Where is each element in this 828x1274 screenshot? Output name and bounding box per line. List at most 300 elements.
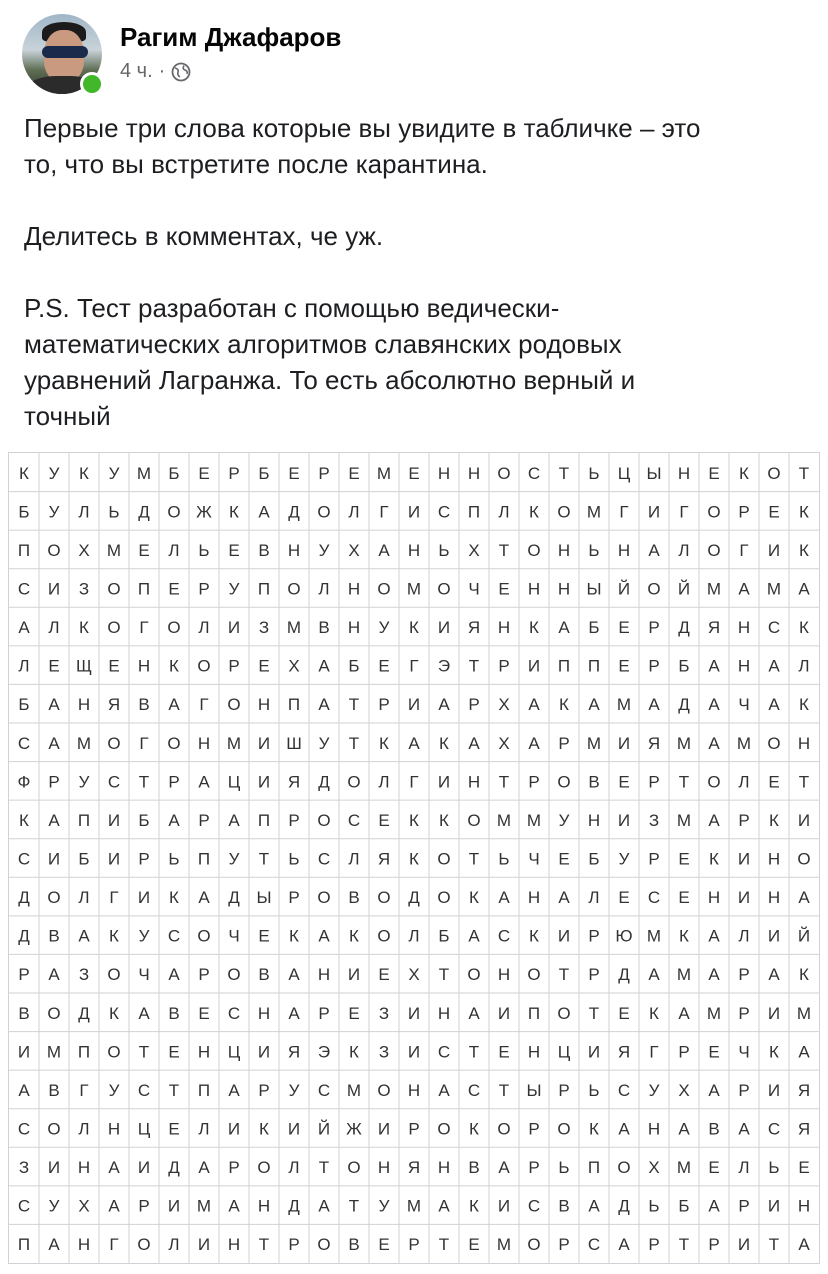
meta-separator: · — [158, 60, 166, 82]
grid-cell-letter: И — [227, 1119, 241, 1139]
grid-cell-letter: Ы — [256, 888, 272, 908]
grid-cell-letter: О — [137, 1235, 151, 1255]
grid-cell-letter: Т — [768, 1235, 780, 1255]
grid-cell-letter: А — [468, 733, 480, 753]
grid-cell-letter: З — [18, 1158, 30, 1178]
grid-cell-letter: Л — [348, 502, 360, 522]
grid-cell-letter: Б — [138, 810, 150, 830]
grid-cell-letter: Д — [78, 1003, 90, 1023]
grid-cell-letter: О — [47, 1119, 61, 1139]
grid-cell-letter: С — [227, 1003, 241, 1023]
grid-cell-letter: А — [678, 1003, 690, 1023]
grid-cell-letter: Т — [168, 1080, 180, 1100]
grid-cell-letter: И — [647, 502, 661, 522]
grid-cell-letter: Х — [498, 695, 510, 715]
grid-cell-letter: У — [108, 1080, 120, 1100]
grid-cell-letter: М — [796, 1003, 812, 1023]
grid-cell-letter: Р — [648, 849, 660, 869]
grid-cell-letter: К — [469, 888, 479, 908]
grid-cell-letter: Т — [438, 1235, 450, 1255]
grid-cell-letter: О — [107, 618, 121, 638]
grid-cell-letter: К — [349, 926, 359, 946]
grid-cell-letter: Г — [79, 1080, 89, 1100]
grid-cell-letter: А — [708, 695, 720, 715]
grid-cell-letter: И — [737, 888, 751, 908]
grid-cell-letter: О — [557, 1003, 571, 1023]
grid-cell-letter: Т — [498, 772, 510, 792]
grid-cell-letter: Т — [468, 1042, 480, 1062]
grid-cell-letter: Н — [407, 540, 421, 560]
grid-cell-letter: Ф — [17, 772, 31, 792]
grid-cell-letter: О — [707, 540, 721, 560]
grid-cell-letter: Л — [168, 540, 180, 560]
grid-cell-letter: И — [47, 1158, 61, 1178]
grid-cell-letter: Л — [78, 502, 90, 522]
grid-cell-letter: Р — [528, 772, 540, 792]
grid-cell-letter: Л — [198, 618, 210, 638]
grid-cell-letter: А — [168, 695, 180, 715]
grid-cell-letter: И — [407, 695, 421, 715]
grid-cell-letter: И — [617, 733, 631, 753]
grid-cell-letter: К — [109, 926, 119, 946]
grid-cell-letter: Р — [228, 463, 240, 483]
grid-cell-letter: Н — [467, 463, 481, 483]
grid-cell-letter: И — [527, 656, 541, 676]
grid-cell-letter: Р — [558, 1080, 570, 1100]
grid-cell-letter: Н — [677, 463, 691, 483]
grid-cell-letter: Р — [408, 1119, 420, 1139]
grid-cell-letter: Я — [797, 1119, 811, 1139]
grid-row — [19, 1158, 810, 1177]
grid-cell-letter: О — [257, 1158, 271, 1178]
grid-cell-letter: Р — [288, 810, 300, 830]
grid-row — [19, 464, 809, 483]
grid-cell-letter: С — [17, 849, 31, 869]
grid-row — [18, 1081, 810, 1100]
grid-cell-letter: Б — [348, 656, 360, 676]
grid-cell-letter: А — [168, 965, 180, 985]
grid-cell-letter: О — [527, 540, 541, 560]
grid-cell-letter: Й — [317, 1119, 331, 1139]
grid-cell-letter: И — [17, 1042, 31, 1062]
grid-cell-letter: П — [467, 502, 481, 522]
grid-cell-letter: П — [17, 540, 31, 560]
grid-row — [18, 850, 811, 869]
grid-cell-letter: О — [167, 733, 181, 753]
grid-cell-letter: Т — [468, 656, 480, 676]
grid-cell-letter: К — [799, 618, 809, 638]
grid-cell-letter: Б — [258, 463, 270, 483]
grid-cell-letter: В — [258, 540, 270, 560]
grid-cell-letter: Х — [648, 1158, 660, 1178]
grid-cell-letter: Б — [588, 849, 600, 869]
grid-cell-letter: Р — [198, 810, 210, 830]
grid-cell-letter: Е — [498, 579, 510, 599]
grid-cell-letter: Г — [139, 733, 149, 753]
grid-cell-letter: Т — [588, 1003, 600, 1023]
grid-cell-letter: Д — [138, 502, 150, 522]
grid-cell-letter: О — [377, 579, 391, 599]
grid-cell-letter: К — [469, 1119, 479, 1139]
grid-cell-letter: Б — [168, 463, 180, 483]
grid-cell-letter: А — [648, 965, 660, 985]
grid-cell-letter: Е — [168, 1119, 180, 1139]
grid-cell-letter: А — [798, 579, 810, 599]
grid-cell-letter: Ц — [557, 1042, 571, 1062]
grid-row — [19, 811, 810, 830]
grid-cell-letter: К — [769, 1042, 779, 1062]
grid-cell-letter: Н — [77, 1235, 91, 1255]
grid-cell-letter: А — [768, 656, 780, 676]
grid-cell-letter: И — [377, 1119, 391, 1139]
grid-cell-letter: Ю — [615, 926, 633, 946]
grid-cell-letter: Щ — [76, 656, 92, 676]
grid-cell-letter: О — [437, 1119, 451, 1139]
grid-cell-letter: Х — [408, 965, 420, 985]
grid-cell-letter: Р — [528, 1158, 540, 1178]
grid-cell-letter: О — [497, 463, 511, 483]
grid-cell-letter: Н — [287, 540, 301, 560]
grid-cell-letter: А — [708, 810, 720, 830]
grid-cell-letter: О — [107, 733, 121, 753]
grid-cell-letter: Р — [498, 656, 510, 676]
grid-cell-letter: К — [439, 810, 449, 830]
grid-cell-letter: А — [708, 926, 720, 946]
grid-cell-letter: Н — [647, 1119, 661, 1139]
grid-cell-letter: С — [467, 1080, 481, 1100]
grid-cell-letter: И — [227, 618, 241, 638]
grid-row — [18, 657, 809, 676]
grid-cell-letter: О — [557, 772, 571, 792]
grid-cell-letter: И — [257, 733, 271, 753]
grid-cell-letter: Н — [767, 888, 781, 908]
grid-cell-letter: Т — [258, 849, 270, 869]
grid-cell-letter: Ч — [738, 1042, 750, 1062]
grid-cell-letter: П — [77, 810, 91, 830]
grid-cell-letter: Я — [407, 1158, 421, 1178]
grid-cell-letter: Р — [558, 1235, 570, 1255]
grid-cell-letter: К — [289, 926, 299, 946]
grid-cell-letter: Т — [438, 965, 450, 985]
grid-cell-letter: Ы — [586, 579, 602, 599]
grid-cell-letter: И — [47, 849, 61, 869]
grid-cell-letter: А — [708, 656, 720, 676]
author-name[interactable]: Рагим Джафаров — [120, 22, 342, 52]
grid-cell-letter: Л — [48, 618, 60, 638]
grid-cell-letter: Ь — [648, 1196, 660, 1216]
grid-cell-letter: С — [527, 463, 541, 483]
grid-cell-letter: О — [527, 965, 541, 985]
post-text: Первые три слова которые вы увидите в табличке – это то, что вы встретите после карантина. Делитесь в комментах, че уж. P.S. Тест разработан с помощью ведически- математических алгоритмов славянских родовых уравнений Лагранжа. То есть абсолютно верный и точный — [24, 113, 701, 431]
grid-row — [18, 1042, 810, 1061]
grid-cell-letter: Д — [18, 888, 30, 908]
grid-cell-letter: К — [259, 1119, 269, 1139]
grid-row — [18, 618, 809, 637]
grid-cell-letter: А — [588, 695, 600, 715]
grid-cell-letter: Б — [678, 656, 690, 676]
grid-cell-letter: Л — [18, 656, 30, 676]
grid-cell-letter: М — [526, 810, 542, 830]
grid-cell-letter: Т — [798, 772, 810, 792]
grid-cell-letter: Р — [138, 849, 150, 869]
grid-cell-letter: К — [19, 463, 29, 483]
grid-cell-letter: А — [498, 1158, 510, 1178]
grid-cell-letter: С — [587, 1235, 601, 1255]
grid-cell-letter: Д — [408, 888, 420, 908]
grid-cell-letter: Н — [227, 1235, 241, 1255]
grid-cell-letter: М — [766, 579, 782, 599]
grid-cell-letter: П — [257, 579, 271, 599]
grid-cell-letter: М — [706, 1003, 722, 1023]
grid-cell-letter: У — [48, 502, 60, 522]
grid-row — [18, 734, 810, 753]
grid-cell-letter: С — [617, 1080, 631, 1100]
grid-cell-letter: А — [558, 888, 570, 908]
grid-cell-letter: Д — [678, 618, 690, 638]
grid-cell-letter: М — [586, 502, 602, 522]
grid-cell-letter: Х — [348, 540, 360, 560]
grid-row — [18, 1197, 810, 1216]
grid-cell-letter: А — [138, 1003, 150, 1023]
grid-cell-letter: К — [649, 1003, 659, 1023]
grid-cell-letter: М — [676, 810, 692, 830]
grid-cell-letter: Д — [288, 1196, 300, 1216]
grid-cell-letter: Н — [527, 888, 541, 908]
grid-cell-letter: Ц — [227, 772, 241, 792]
grid-cell-letter: У — [288, 1080, 300, 1100]
grid-cell-letter: Г — [649, 1042, 659, 1062]
grid-cell-letter: Р — [738, 965, 750, 985]
grid-cell-letter: Н — [707, 888, 721, 908]
grid-cell-letter: Г — [619, 502, 629, 522]
grid-cell-letter: Н — [347, 579, 361, 599]
grid-cell-letter: А — [498, 888, 510, 908]
grid-cell-letter: И — [617, 810, 631, 830]
grid-cell-letter: Н — [407, 1080, 421, 1100]
grid-cell-letter: У — [228, 849, 240, 869]
grid-cell-letter: А — [48, 810, 60, 830]
grid-cell-letter: А — [438, 695, 450, 715]
grid-cell-letter: Л — [678, 540, 690, 560]
grid-cell-letter: Б — [588, 618, 600, 638]
grid-cell-letter: О — [497, 1119, 511, 1139]
grid-row — [18, 1235, 810, 1254]
grid-cell-letter: О — [647, 579, 661, 599]
grid-cell-letter: К — [79, 463, 89, 483]
grid-cell-letter: Д — [18, 926, 30, 946]
grid-cell-letter: Г — [199, 695, 209, 715]
grid-cell-letter: Н — [317, 965, 331, 985]
grid-cell-letter: К — [229, 502, 239, 522]
grid-cell-letter: Т — [558, 463, 570, 483]
grid-cell-letter: В — [468, 1158, 480, 1178]
grid-cell-letter: Н — [437, 1158, 451, 1178]
grid-cell-letter: В — [708, 1119, 720, 1139]
grid-cell-letter: А — [228, 810, 240, 830]
grid-cell-letter: В — [258, 965, 270, 985]
grid-cell-letter: М — [346, 1080, 362, 1100]
grid-cell-letter: Е — [138, 540, 150, 560]
grid-cell-letter: М — [676, 965, 692, 985]
grid-cell-letter: З — [78, 965, 90, 985]
grid-row — [18, 695, 809, 714]
grid-cell-letter: Р — [648, 772, 660, 792]
grid-cell-letter: И — [767, 1196, 781, 1216]
grid-cell-letter: Я — [287, 772, 301, 792]
grid-cell-letter: Е — [48, 656, 60, 676]
grid-cell-letter: С — [527, 1196, 541, 1216]
online-status-icon — [80, 72, 104, 96]
grid-cell-letter: П — [527, 1003, 541, 1023]
grid-cell-letter: Р — [288, 1235, 300, 1255]
grid-cell-letter: Г — [109, 888, 119, 908]
grid-cell-letter: Е — [378, 810, 390, 830]
grid-cell-letter: С — [17, 733, 31, 753]
grid-cell-letter: Р — [558, 733, 570, 753]
grid-cell-letter: М — [706, 579, 722, 599]
grid-cell-letter: А — [588, 1196, 600, 1216]
grid-cell-letter: О — [377, 888, 391, 908]
grid-cell-letter: Е — [198, 463, 210, 483]
grid-cell-letter: Я — [617, 1042, 631, 1062]
grid-cell-letter: Н — [527, 1042, 541, 1062]
grid-cell-letter: И — [437, 772, 451, 792]
grid-cell-letter: Х — [78, 540, 90, 560]
grid-cell-letter: О — [107, 965, 121, 985]
grid-cell-letter: Е — [258, 926, 270, 946]
grid-cell-letter: М — [376, 463, 392, 483]
grid-cell-letter: П — [287, 695, 301, 715]
grid-cell-letter: Н — [197, 1042, 211, 1062]
grid-cell-letter: Р — [738, 1003, 750, 1023]
grid-cell-letter: А — [738, 1119, 750, 1139]
grid-cell-letter: С — [347, 810, 361, 830]
grid-cell-letter: Р — [198, 965, 210, 985]
grid-cell-letter: Е — [768, 502, 780, 522]
grid-cell-letter: Р — [48, 772, 60, 792]
grid-cell-letter: Р — [588, 965, 600, 985]
grid-cell-letter: Ь — [168, 849, 180, 869]
grid-cell-letter: Р — [528, 1119, 540, 1139]
grid-cell-letter: Р — [708, 1235, 720, 1255]
grid-cell-letter: Х — [78, 1196, 90, 1216]
grid-cell-letter: К — [409, 618, 419, 638]
grid-cell-letter: Х — [468, 540, 480, 560]
grid-cell-letter: П — [587, 1158, 601, 1178]
grid-cell-letter: У — [108, 463, 120, 483]
grid-cell-letter: О — [707, 502, 721, 522]
grid-cell-letter: Е — [168, 1042, 180, 1062]
grid-cell-letter: А — [798, 1042, 810, 1062]
grid-cell-letter: Ч — [738, 695, 750, 715]
grid-cell-letter: О — [317, 502, 331, 522]
grid-cell-letter: С — [167, 926, 181, 946]
grid-cell-letter: Р — [588, 926, 600, 946]
avatar-sunglasses — [42, 46, 88, 58]
grid-cell-letter: С — [437, 502, 451, 522]
grid-cell-letter: О — [437, 849, 451, 869]
grid-cell-letter: Р — [228, 1158, 240, 1178]
grid-cell-letter: К — [19, 810, 29, 830]
grid-cell-letter: Д — [318, 772, 330, 792]
grid-cell-letter: П — [137, 579, 151, 599]
grid-cell-letter: М — [136, 463, 152, 483]
grid-cell-letter: А — [108, 1158, 120, 1178]
grid-cell-letter: Ж — [346, 1119, 362, 1139]
grid-cell-letter: К — [169, 656, 179, 676]
grid-cell-letter: Е — [258, 656, 270, 676]
grid-cell-letter: О — [377, 926, 391, 946]
grid-cell-letter: К — [409, 849, 419, 869]
grid-cell-letter: Я — [107, 695, 121, 715]
grid-cell-letter: Я — [467, 618, 481, 638]
grid-cell-letter: М — [76, 733, 92, 753]
grid-row — [18, 541, 809, 560]
grid-cell-letter: И — [767, 540, 781, 560]
grid-cell-letter: У — [618, 849, 630, 869]
grid-cell-letter: О — [167, 618, 181, 638]
grid-cell-letter: А — [288, 1003, 300, 1023]
grid-cell-letter: Н — [77, 1158, 91, 1178]
grid-cell-letter: В — [588, 772, 600, 792]
grid-cell-letter: И — [497, 1003, 511, 1023]
grid-cell-letter: О — [317, 1235, 331, 1255]
grid-cell-letter: Ч — [138, 965, 150, 985]
grid-cell-letter: О — [767, 463, 781, 483]
grid-cell-letter: М — [676, 733, 692, 753]
grid-cell-letter: А — [708, 965, 720, 985]
grid-cell-letter: М — [196, 1196, 212, 1216]
grid-cell-letter: А — [318, 695, 330, 715]
grid-cell-letter: Н — [377, 1158, 391, 1178]
grid-cell-letter: Т — [798, 463, 810, 483]
grid-cell-letter: Г — [409, 772, 419, 792]
grid-cell-letter: Э — [437, 656, 451, 676]
grid-cell-letter: А — [378, 540, 390, 560]
grid-cell-letter: А — [618, 1119, 630, 1139]
grid-cell-letter: О — [287, 579, 301, 599]
grid-cell-letter: Н — [737, 618, 751, 638]
grid-cell-letter: И — [107, 810, 121, 830]
grid-cell-letter: К — [529, 926, 539, 946]
grid-cell-letter: А — [48, 965, 60, 985]
grid-cell-letter: А — [768, 965, 780, 985]
grid-cell-letter: Н — [137, 656, 151, 676]
grid-cell-letter: И — [437, 618, 451, 638]
grid-cell-letter: Р — [18, 965, 30, 985]
grid-cell-letter: Е — [348, 1003, 360, 1023]
grid-cell-letter: И — [497, 1196, 511, 1216]
post-time[interactable]: 4 ч. — [120, 60, 153, 82]
grid-cell-letter: Р — [648, 618, 660, 638]
grid-cell-letter: Р — [168, 772, 180, 792]
grid-cell-letter: Р — [738, 1080, 750, 1100]
grid-cell-letter: Б — [78, 849, 90, 869]
grid-cell-letter: Я — [707, 618, 721, 638]
grid-cell-letter: А — [198, 1158, 210, 1178]
grid-cell-letter: П — [257, 810, 271, 830]
grid-cell-letter: Г — [409, 656, 419, 676]
grid-cell-letter: У — [318, 540, 330, 560]
grid-cell-letter: Е — [228, 540, 240, 560]
grid-cell-letter: Г — [679, 502, 689, 522]
post-header — [22, 14, 802, 96]
grid-cell-letter: Л — [798, 656, 810, 676]
grid-cell-letter: Е — [378, 656, 390, 676]
grid-cell-letter: К — [79, 618, 89, 638]
grid-cell-letter: Н — [257, 1196, 271, 1216]
grid-cell-letter: У — [48, 463, 60, 483]
